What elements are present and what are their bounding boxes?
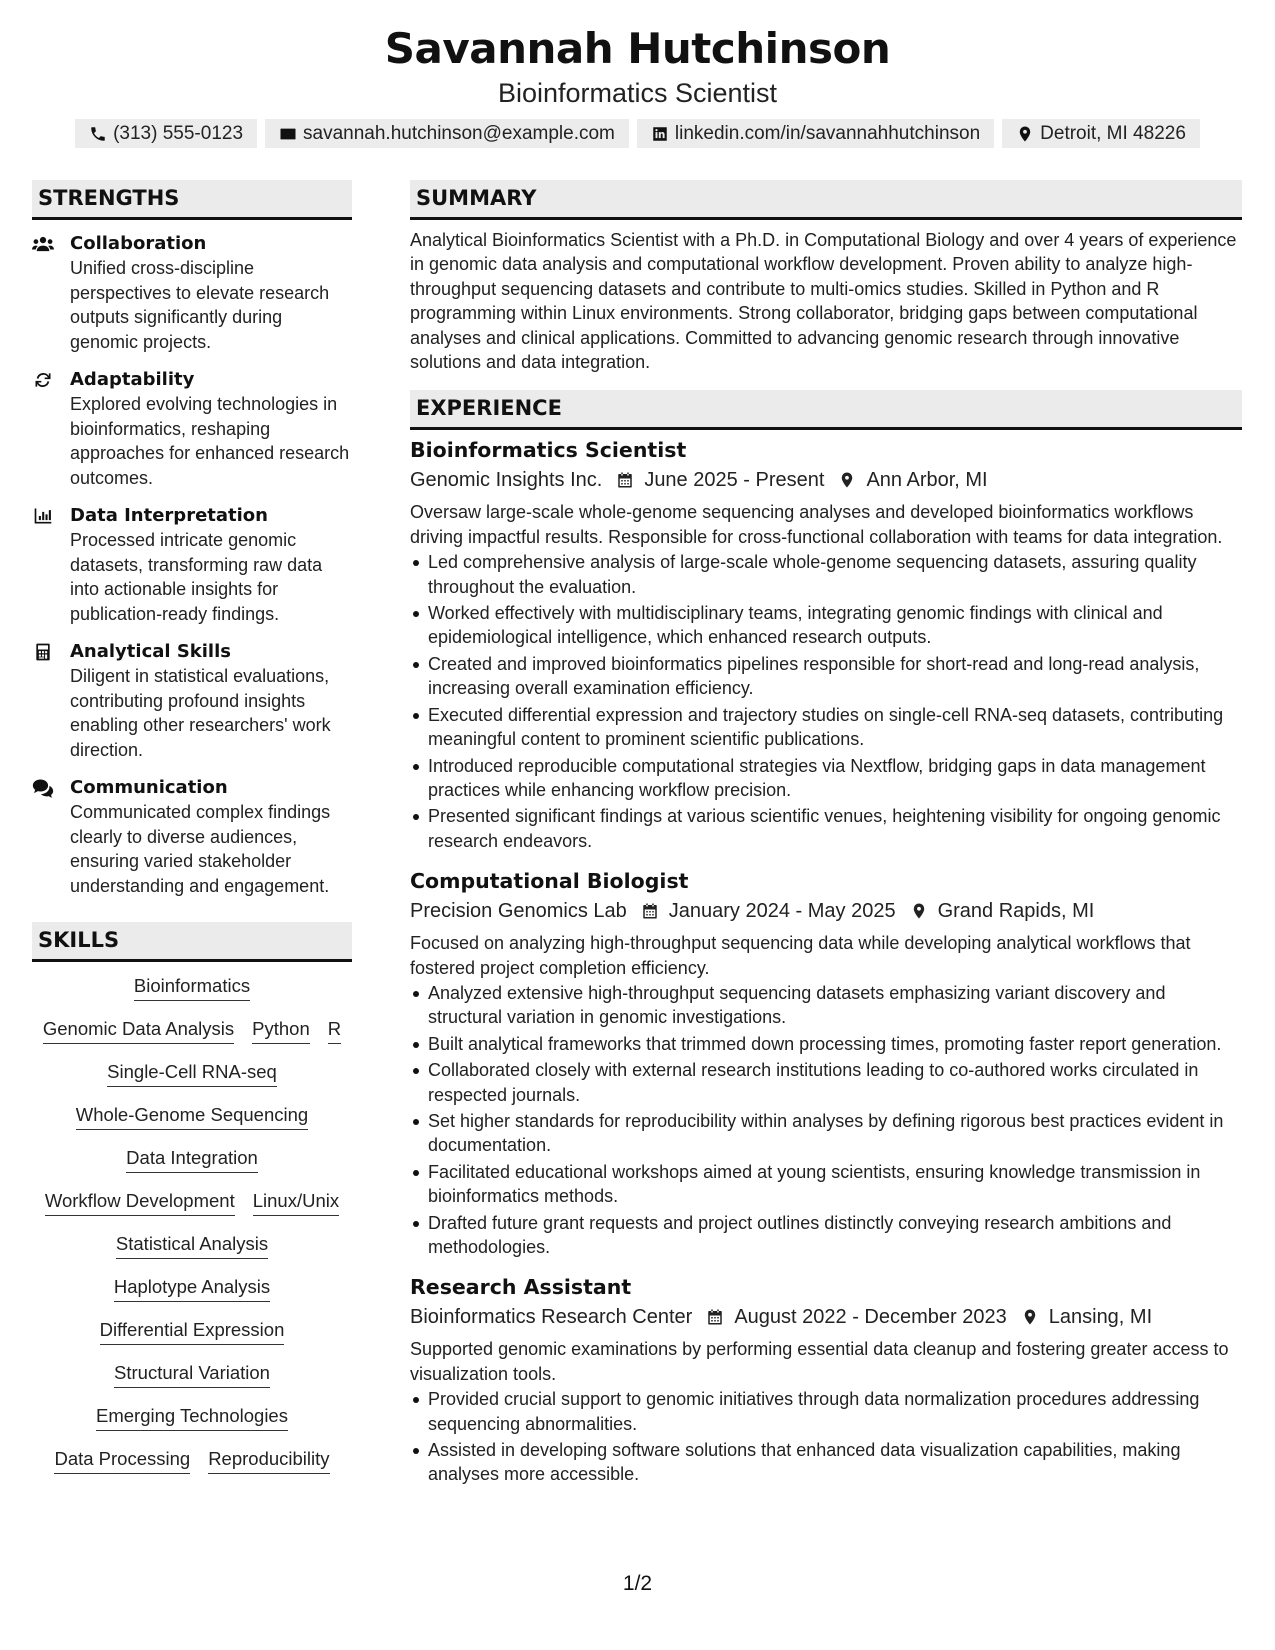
job-bullets: [410, 981, 1242, 1259]
calendar-icon: [641, 901, 659, 921]
bar-chart-icon: [32, 506, 54, 526]
strengths-list: [32, 232, 352, 898]
linkedin-icon: [651, 125, 669, 143]
job-location: Grand Rapids, MI: [937, 900, 1095, 923]
bullet-item: Drafted future grant requests and project outlines distinctly conveying research ambitions and methodologies.: [410, 1211, 1242, 1260]
contact-location: [1002, 119, 1200, 148]
map-pin-icon: [910, 901, 928, 921]
bullet-item: Executed differential expression and trajectory studies on single-cell RNA-seq datasets, contributing meaningful content to prominent scientific publications.: [410, 703, 1242, 752]
candidate-name: Savannah Hutchinson: [384, 24, 891, 73]
contact-bar: [0, 119, 1275, 148]
job-entry: [410, 1273, 1242, 1486]
phone-icon: [89, 125, 107, 143]
bullet-item: Introduced reproducible computational strategies via Nextflow, bridging gaps in data management practices while enhancing workflow precision.: [410, 754, 1242, 803]
skill-row: [32, 1060, 352, 1087]
skill-tag: Reproducibility: [208, 1447, 329, 1474]
strength-desc: Diligent in statistical evaluations, contributing profound insights enabling other researchers' work direction.: [70, 666, 331, 760]
bullet-item: Set higher standards for reproducibility within analyses by defining rigorous best practices evident in documentation.: [410, 1109, 1242, 1158]
job-title: Bioinformatics Scientist: [410, 438, 687, 463]
sync-icon: [32, 370, 54, 390]
strength-item: [32, 368, 352, 490]
bullet-item: Assisted in developing software solutions that enhanced data visualization capabilities, making analyses more accessible.: [410, 1438, 1242, 1487]
skill-tag: Differential Expression: [100, 1318, 285, 1345]
job-bullets: [410, 1387, 1242, 1487]
location-text: Detroit, MI 48226: [1040, 123, 1186, 144]
job-meta: [410, 466, 1242, 494]
skill-row: [32, 1404, 352, 1431]
skill-row: [32, 1447, 352, 1474]
linkedin-text: linkedin.com/in/savannahhutchinson: [674, 123, 981, 144]
bullet-item: Facilitated educational workshops aimed at young scientists, ensuring knowledge transmission in bioinformatics methods.: [410, 1160, 1242, 1209]
job-description: Supported genomic examinations by performing essential data cleanup and fostering greater access to visualization tools.: [410, 1339, 1229, 1384]
skill-tag: Single-Cell RNA-seq: [107, 1060, 277, 1087]
strength-title: Analytical Skills: [70, 641, 231, 662]
users-icon: [32, 234, 54, 254]
job-title: Computational Biologist: [410, 869, 689, 894]
strength-item: [32, 232, 352, 354]
contact-email[interactable]: [265, 119, 629, 148]
job-description: Focused on analyzing high-throughput sequencing data while developing analytical workflows that fostered project completion efficiency.: [410, 933, 1191, 978]
skills-list: [32, 974, 352, 1474]
strength-title: Communication: [70, 777, 228, 798]
candidate-title: Bioinformatics Scientist: [497, 78, 778, 108]
skill-row: [32, 1017, 352, 1044]
right-column: [410, 180, 1242, 1489]
strengths-heading: STRENGTHS: [32, 180, 352, 220]
strength-desc: Communicated complex findings clearly to diverse audiences, ensuring varied stakeholder understanding and engagement.: [70, 802, 331, 896]
bullet-item: Led comprehensive analysis of large-scale whole-genome sequencing datasets, assuring quality throughout the evaluation.: [410, 550, 1242, 599]
experience-heading: EXPERIENCE: [410, 390, 1242, 430]
bullet-item: Collaborated closely with external research institutions leading to co-authored works circulated in respected journals.: [410, 1058, 1242, 1107]
job-company: Genomic Insights Inc.: [410, 469, 603, 492]
skill-tag: Whole-Genome Sequencing: [76, 1103, 308, 1130]
contact-phone[interactable]: [75, 119, 257, 148]
job-meta: [410, 1303, 1242, 1331]
strength-title: Collaboration: [70, 233, 207, 254]
calendar-icon: [616, 470, 634, 490]
job-description: Oversaw large-scale whole-genome sequencing analyses and developed bioinformatics workflows driving impactful results. Responsible for cross-functional collaboration with teams for data integration.: [410, 502, 1223, 547]
skill-tag: Genomic Data Analysis: [43, 1017, 234, 1044]
job-meta: [410, 897, 1242, 925]
bullet-item: Provided crucial support to genomic initiatives through data normalization procedures addressing sequencing abnormalities.: [410, 1387, 1242, 1436]
skill-row: [32, 1275, 352, 1302]
bullet-item: Presented significant findings at various scientific venues, heightening visibility for ongoing genomic research endeavors.: [410, 804, 1242, 853]
job-company: Precision Genomics Lab: [410, 900, 627, 923]
map-pin-icon: [1016, 125, 1034, 143]
skill-tag: Data Integration: [126, 1146, 258, 1173]
skill-tag: Haplotype Analysis: [114, 1275, 270, 1302]
skill-row: [32, 1189, 352, 1216]
strength-item: [32, 640, 352, 762]
strength-item: [32, 776, 352, 898]
skill-row: [32, 1103, 352, 1130]
envelope-icon: [279, 125, 297, 143]
skill-tag: Linux/Unix: [253, 1189, 339, 1216]
strength-desc: Processed intricate genomic datasets, transforming raw data into actionable insights for publication-ready findings.: [70, 530, 323, 624]
job-bullets: [410, 550, 1242, 853]
job-title: Research Assistant: [410, 1275, 632, 1300]
comments-icon: [32, 778, 54, 798]
job-dates: June 2025 - Present: [644, 469, 825, 492]
skill-tag: Data Processing: [54, 1447, 190, 1474]
job-company: Bioinformatics Research Center: [410, 1306, 693, 1329]
skill-tag: Emerging Technologies: [96, 1404, 288, 1431]
page-number: 1/2: [622, 1572, 653, 1595]
email-text: savannah.hutchinson@example.com: [303, 123, 615, 144]
strength-desc: Explored evolving technologies in bioinformatics, reshaping approaches for enhanced research outcomes.: [70, 394, 350, 488]
bullet-item: Created and improved bioinformatics pipelines responsible for short-read and long-read analysis, increasing overall examination efficiency.: [410, 652, 1242, 701]
calendar-icon: [706, 1307, 724, 1327]
strength-title: Adaptability: [70, 369, 195, 390]
skill-tag: Workflow Development: [45, 1189, 235, 1216]
strength-desc: Unified cross-discipline perspectives to elevate research outputs significantly during genomic projects.: [70, 258, 330, 352]
job-dates: January 2024 - May 2025: [668, 900, 896, 923]
map-pin-icon: [1021, 1307, 1039, 1327]
job-location: Ann Arbor, MI: [866, 469, 988, 492]
summary-heading: SUMMARY: [410, 180, 1242, 220]
skill-row: [32, 1232, 352, 1259]
bullet-item: Worked effectively with multidisciplinary teams, integrating genomic findings with clinical and epidemiological intelligence, which enhanced research outputs.: [410, 601, 1242, 650]
phone-text: (313) 555-0123: [113, 123, 244, 144]
left-column: [32, 180, 352, 1490]
strength-item: [32, 504, 352, 626]
skill-row: [32, 974, 352, 1001]
bullet-item: Built analytical frameworks that trimmed down processing times, promoting faster report generation.: [410, 1032, 1242, 1056]
bullet-item: Analyzed extensive high-throughput sequencing datasets emphasizing variant discovery and structural variation in genomic investigations.: [410, 981, 1242, 1030]
skills-heading: SKILLS: [32, 922, 352, 962]
skill-row: [32, 1318, 352, 1345]
skill-tag: Bioinformatics: [134, 974, 250, 1001]
skill-tag: Statistical Analysis: [116, 1232, 268, 1259]
calculator-icon: [32, 642, 54, 662]
skill-tag: R: [328, 1017, 341, 1044]
contact-linkedin[interactable]: [637, 119, 994, 148]
map-pin-icon: [838, 470, 856, 490]
job-entry: [410, 436, 1242, 853]
job-dates: August 2022 - December 2023: [734, 1306, 1007, 1329]
skill-row: [32, 1361, 352, 1388]
job-entry: [410, 867, 1242, 1259]
skill-row: [32, 1146, 352, 1173]
job-location: Lansing, MI: [1048, 1306, 1153, 1329]
skill-tag: Python: [252, 1017, 310, 1044]
skill-tag: Structural Variation: [114, 1361, 270, 1388]
summary-text: Analytical Bioinformatics Scientist with a Ph.D. in Computational Biology and over 4 years of experience in genomic data analysis and computational workflow development. Proven ability to analyze high-throughput sequencing datasets and contribute to multi-omics studies. Skilled in Python and R programming within Linux environments. Strong collaborator, bridging gaps between computational analyses and clinical applications. Committed to advancing genomic research through innovative solutions and data integration.: [410, 230, 1237, 373]
resume-header: [0, 0, 1275, 148]
strength-title: Data Interpretation: [70, 505, 268, 526]
